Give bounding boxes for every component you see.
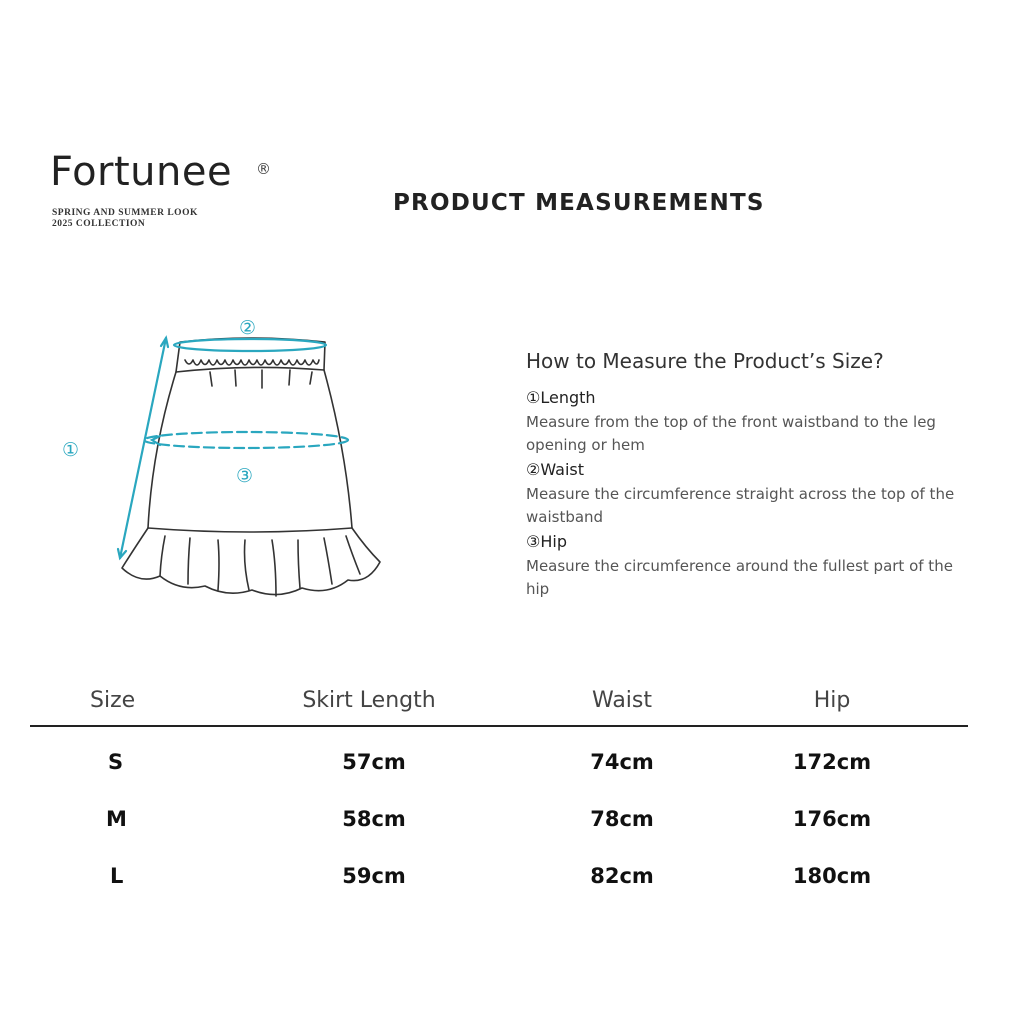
brand-tagline-collection: 2025 COLLECTION: [52, 219, 146, 229]
guide-waist-heading: ②Waist: [526, 460, 584, 479]
guide-length-heading: ①Length: [526, 388, 596, 407]
guide-title: How to Measure the Product’s Size?: [526, 349, 884, 373]
cell-waist: 82cm: [590, 863, 654, 888]
header-hip: Hip: [696, 675, 968, 726]
guide-waist-description: Measure the circumference straight across the top of the waistband: [526, 485, 955, 526]
cell-size: L: [110, 863, 124, 888]
brand-logo-text: Fortunee: [50, 149, 233, 195]
cell-size: S: [108, 749, 124, 774]
cell-hip: 180cm: [792, 863, 872, 888]
cell-waist: 78cm: [590, 806, 654, 831]
waist-marker: ②: [239, 317, 257, 339]
cell-skirt-length: 59cm: [342, 863, 406, 888]
header-waist: Waist: [548, 675, 696, 726]
guide-hip-description: Measure the circumference around the fullest part of the hip: [526, 557, 953, 598]
page-title: PRODUCT MEASUREMENTS: [393, 190, 765, 216]
cell-skirt-length: 58cm: [342, 806, 406, 831]
guide-length-description: Measure from the top of the front waistband to the leg opening or hem: [526, 413, 936, 454]
cell-hip: 176cm: [792, 806, 872, 831]
guide-hip-heading: ③Hip: [526, 532, 567, 551]
table-row: [30, 726, 968, 790]
hip-marker: ③: [236, 465, 254, 487]
waist-measure-line: [174, 339, 326, 351]
cell-hip: 172cm: [792, 749, 872, 774]
header-size: Size: [30, 675, 200, 726]
hip-measure-line: [144, 432, 348, 448]
table-row: [30, 790, 968, 847]
registered-trademark-mark: ®: [256, 160, 271, 178]
header-skirt-length: Skirt Length: [200, 675, 548, 726]
length-marker: ①: [62, 439, 80, 461]
brand-tagline-season: SPRING AND SUMMER LOOK: [52, 208, 198, 218]
length-measure-line: [120, 338, 166, 558]
skirt-measurement-diagram: [40, 300, 400, 610]
table-row: [30, 847, 968, 904]
cell-size: M: [106, 806, 127, 831]
cell-waist: 74cm: [590, 749, 654, 774]
table-header-row: [30, 675, 968, 726]
measurement-guide: [526, 345, 966, 603]
size-chart-table: [30, 675, 968, 904]
measurement-guides: [118, 338, 348, 558]
cell-skirt-length: 57cm: [342, 749, 406, 774]
